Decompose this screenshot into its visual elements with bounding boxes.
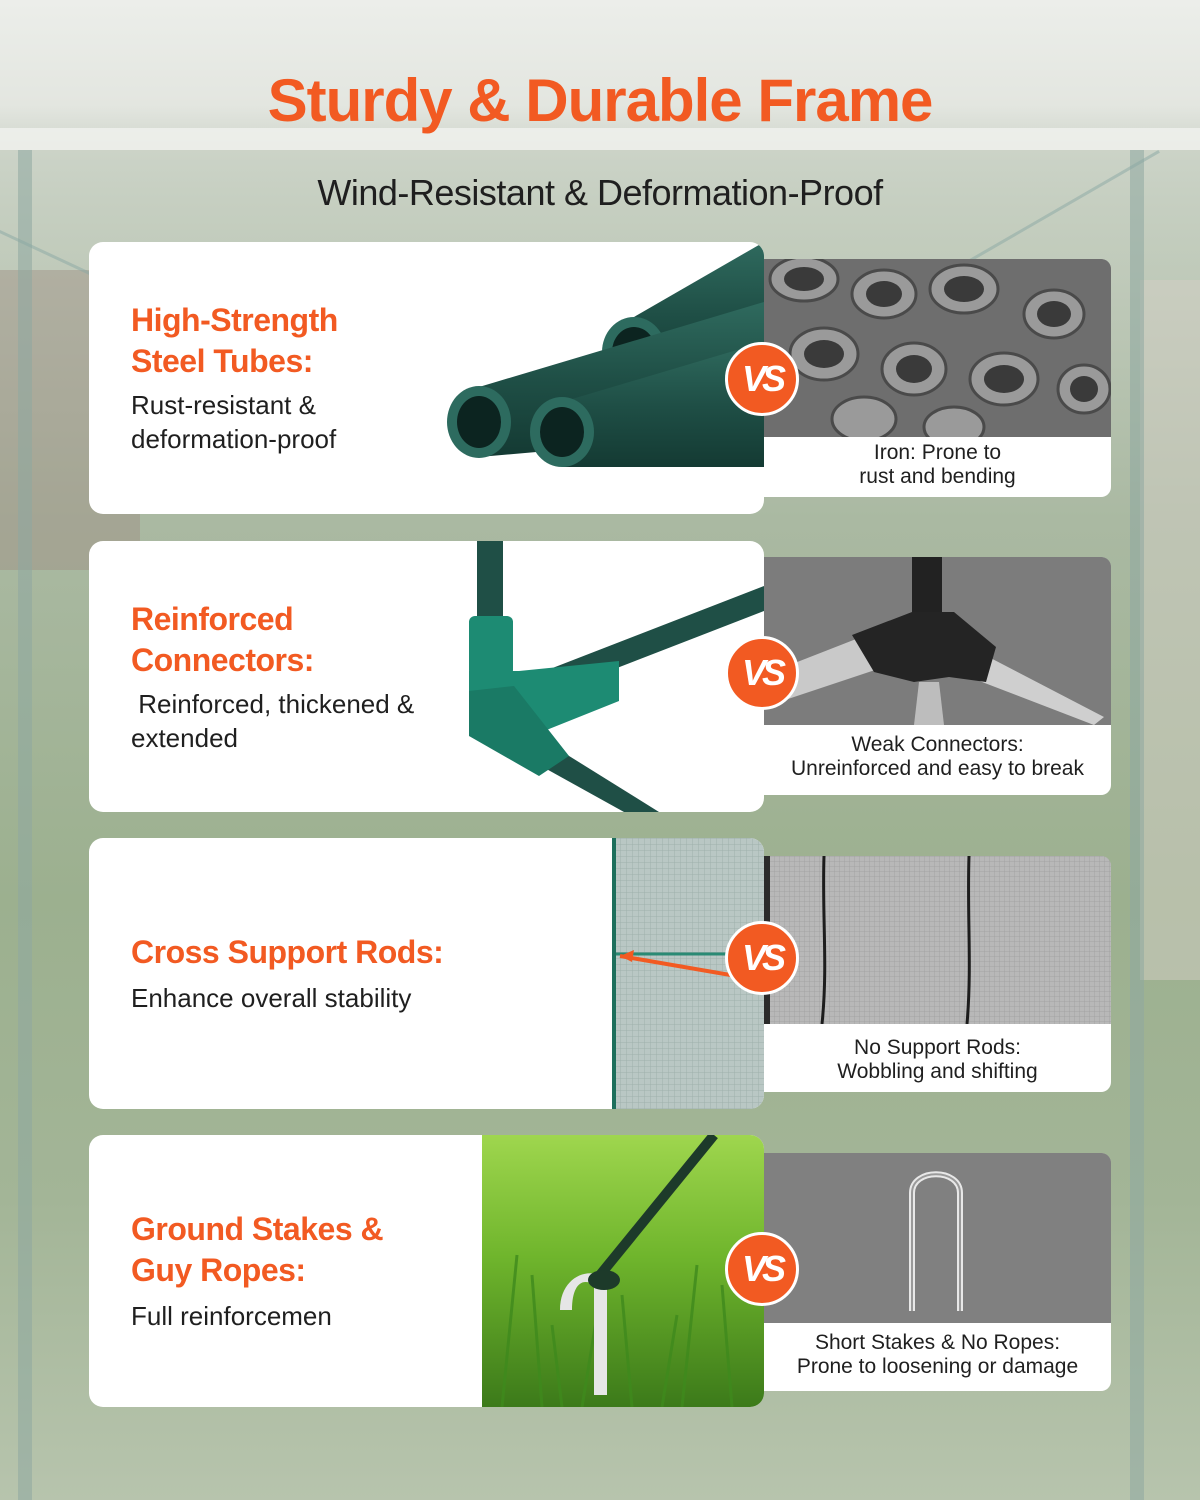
feature-title-line: Steel Tubes: <box>131 343 313 379</box>
feature-description: Reinforced, thickened & extended <box>131 689 415 753</box>
steel-tubes-image <box>429 242 764 514</box>
caption-line: Prone to loosening or damage <box>796 1355 1079 1378</box>
caption-line: rust and bending <box>859 465 1016 488</box>
comparison-caption <box>764 1036 1111 1084</box>
feature-title <box>131 300 338 382</box>
feature-title <box>131 932 443 973</box>
comparison-caption <box>764 441 1111 489</box>
weak-connector-image <box>764 557 1111 725</box>
comparison-caption <box>764 733 1111 781</box>
vs-badge: VS <box>725 1232 799 1306</box>
caption-line: Iron: Prone to <box>873 441 1002 464</box>
feature-title-line: Guy Ropes: <box>131 1252 306 1288</box>
reinforced-connector-image <box>459 541 764 812</box>
background-pole <box>1130 150 1144 1500</box>
vs-badge: VS <box>725 636 799 710</box>
caption-line: Short Stakes & No Ropes: <box>814 1331 1061 1354</box>
comparison-weak-connectors <box>764 557 1111 795</box>
short-u-stake-image <box>764 1153 1111 1323</box>
feature-title-line: High-Strength <box>131 302 338 338</box>
feature-title-line: Reinforced <box>131 601 294 637</box>
background-pole <box>18 150 32 1500</box>
feature-description: Full reinforcemen <box>131 1301 332 1331</box>
feature-title <box>131 599 314 681</box>
feature-card-cross-support-rods <box>89 838 764 1109</box>
caption-line: No Support Rods: <box>854 1036 1021 1059</box>
feature-title-line: Cross Support Rods: <box>131 934 444 970</box>
comparison-caption <box>764 1331 1111 1379</box>
no-support-rod-mesh-image <box>764 856 1111 1024</box>
feature-card-steel-tubes <box>89 242 764 514</box>
caption-line: Unreinforced and easy to break <box>790 757 1084 780</box>
feature-description: Enhance overall stability <box>131 983 412 1013</box>
feature-title <box>131 1209 383 1291</box>
page-subtitle: Wind-Resistant & Deformation-Proof <box>317 172 883 213</box>
feature-title-line: Connectors: <box>131 642 314 678</box>
caption-line: Weak Connectors: <box>851 733 1024 756</box>
comparison-short-stakes <box>764 1153 1111 1391</box>
feature-description: Rust-resistant & deformation-proof <box>131 390 337 454</box>
feature-card-connectors <box>89 541 764 812</box>
comparison-no-support-rods <box>764 856 1111 1092</box>
vs-badge: VS <box>725 921 799 995</box>
vs-badge: VS <box>725 342 799 416</box>
ground-stake-rope-image <box>482 1135 764 1407</box>
feature-card-ground-stakes <box>89 1135 764 1407</box>
feature-title-line: Ground Stakes & <box>131 1211 384 1247</box>
rusty-iron-tubes-image <box>764 259 1111 437</box>
page-title: Sturdy & Durable Frame <box>267 67 933 134</box>
background-column <box>1140 280 1200 980</box>
caption-line: Wobbling and shifting <box>837 1060 1038 1083</box>
comparison-iron-tubes <box>764 259 1111 497</box>
